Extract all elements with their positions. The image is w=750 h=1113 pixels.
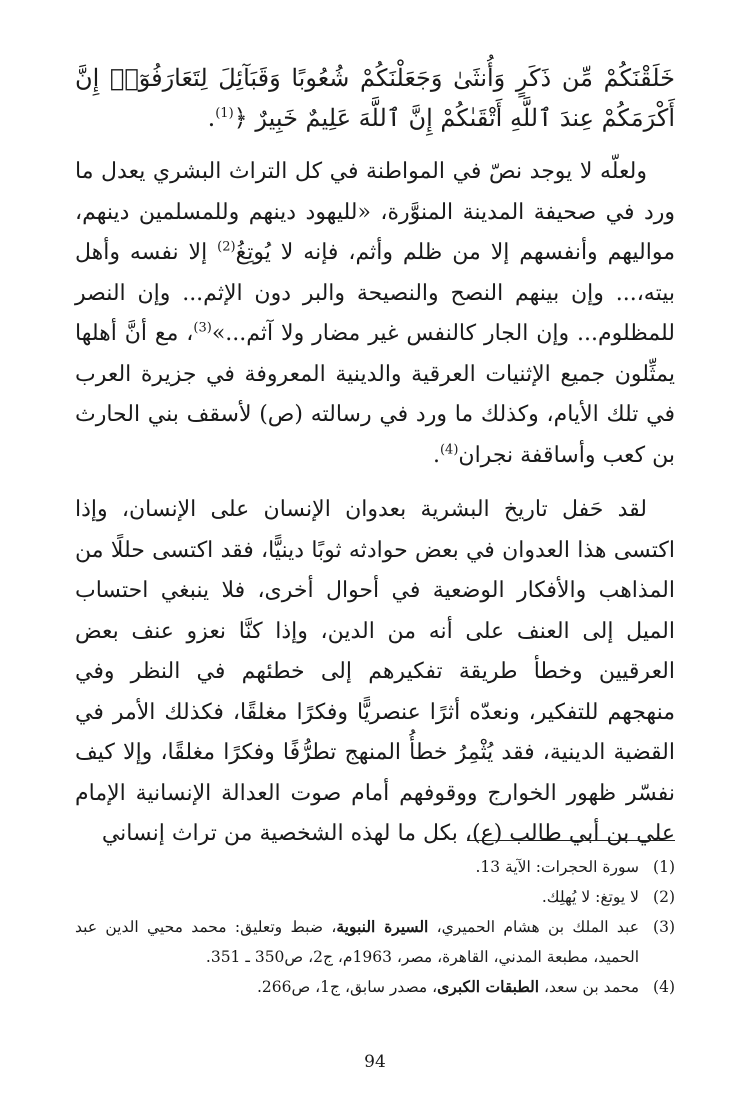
footnote-text [75, 852, 639, 882]
footnote-text-run: سورة الحجرات: الآية 13. [475, 858, 639, 876]
para1-part-a: ولعلّه لا يوجد نصّ في المواطنة في كل التراث البشري يعدل ما ورد في صحيفة المدينة المنوَّرة، «لليهود دينهم وللمسلمين دينهم، مواليهم وأنفسهم إلا من ظلم وأثم، فإنه لا يُوتِغُ [75, 159, 675, 265]
footnote-text-run: ، مصدر سابق، ج1، ص266. [256, 978, 438, 996]
footnote-text [75, 912, 639, 972]
footnote-text [75, 972, 639, 1002]
footnote-text-run: ، ضبط وتعليق: محمد محيي الدين عبد الحميد، مطبعة المدني، القاهرة، مصر، 1963م، ج2، ص350 ـ 351. [75, 918, 639, 966]
footnote-number: (3) [653, 918, 675, 936]
footnote-number: (4) [653, 978, 675, 996]
quran-verse [75, 58, 675, 138]
footnote-1 [75, 852, 675, 882]
footnotes-section [75, 852, 675, 1002]
verse-end: . [207, 104, 216, 132]
footnote-book-title: السيرة النبوية [336, 917, 429, 936]
footnote-text-run: لا يوتغ: لا يُهلِك. [541, 888, 639, 906]
para1-part-c: ، مع أنَّ أهلها يمثِّلون جميع الإثنيات العرقية والدينية المعروفة في جزيرة العرب في تلك الأيام، وكذلك ما ورد في رسالته (ص) لأسقف بني الحارث بن كعب وأساقفة نجران [75, 321, 675, 468]
footnote-number: (2) [653, 888, 675, 906]
footnote-text-run: محمد بن سعد، [539, 978, 639, 996]
footnote-3 [75, 912, 675, 972]
verse-text: خَلَقْنَكُمْ مِّن ذَكَرٍ وَأُنثَىٰ وَجَعَلْنَكُمْ شُعُوبًا وَقَبَآئِلَ لِتَعَارَفُوٓا۟ إِنَّ أَكْرَمَكُمْ عِندَ ٱللَّهِ أَتْقَىٰكُمْ إِنَّ ٱللَّهَ عَلِيمٌ خَبِيرٌ ﴿ [75, 64, 675, 132]
paragraph-violence [75, 490, 675, 855]
paragraph-citizenship [75, 152, 675, 476]
footnote-marker-2: (2) [217, 239, 236, 255]
footnote-marker-3: (3) [193, 320, 212, 336]
footnote-marker-4: (4) [439, 442, 459, 458]
para2-text: لقد حَفل تاريخ البشرية بعدوان الإنسان على الإنسان، وإذا اكتسى هذا العدوان في بعض حوادثه ثوبًا دينيًّا، فقد اكتسى حللًا من المذاهب والأفكار الوضعية في أحوال أخرى، فلا ينبغي احتساب الميل إلى العنف على أنه من الدين، وإذا كنَّا نعزو عنف بعض العرقيين وخطأ طريقة تفكيرهم إلى خطئهم في النظر وفي منهجهم للتفكير، ونعدّه أثرًا عنصريًّا وفكرًا مغلقًا، فكذلك الأمر في القضية الدينية، فقد يُثْمِرُ خطأُ المنهج تطرُّفًا وفكرًا مغلقًا، وإلا كيف نفسّر ظهور الخوارج ووقوفهم أمام صوت العدالة الإنسانية الإمام علي بن أبي طالب (ع)، بكل ما لهذه الشخصية من تراث إنساني [75, 497, 675, 846]
footnote-text-run: عبد الملك بن هشام الحميري، [428, 918, 639, 936]
footnote-divider [467, 840, 675, 841]
para1-part-b: إلا نفسه وأهل بيته،... وإن بينهم النصح والنصيحة والبر دون الإثم... وإن النصر للمظلوم... وإن الجار كالنفس غير مضار ولا آثم...» [75, 240, 676, 346]
page-number: 94 [364, 1052, 386, 1072]
footnote-marker-1: (1) [215, 106, 234, 121]
footnote-4 [75, 972, 675, 1002]
footnote-text [75, 882, 639, 912]
footnote-2 [75, 882, 675, 912]
para1-part-d: . [432, 442, 440, 468]
footnote-book-title: الطبقات الكبرى [437, 977, 540, 996]
footnote-number: (1) [653, 858, 675, 876]
